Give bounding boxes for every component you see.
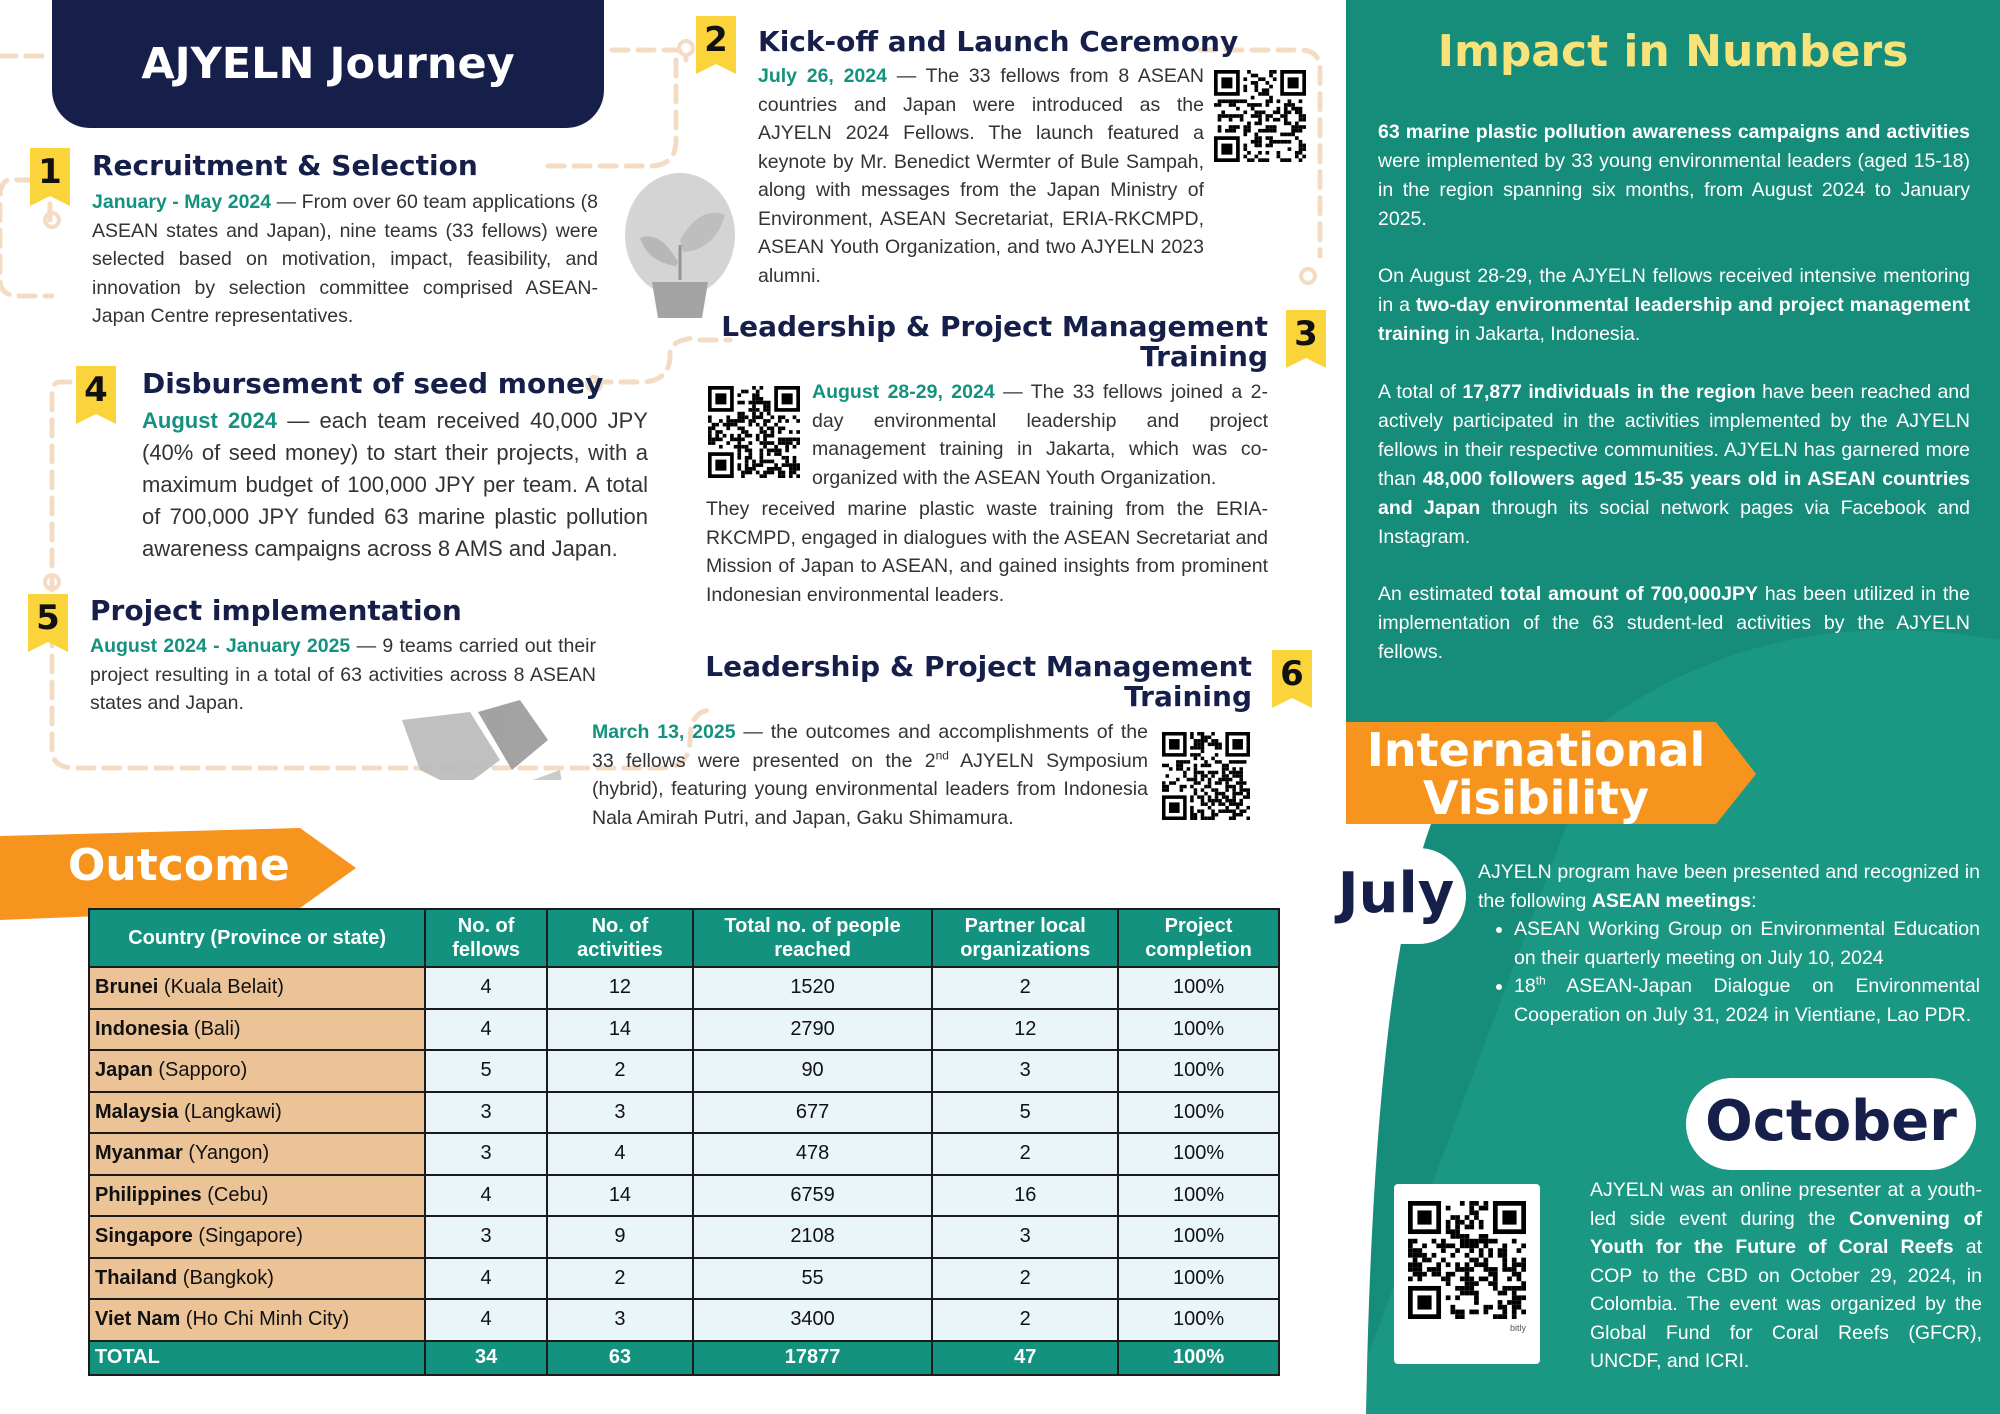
cell-reached: 2790 <box>693 1009 932 1051</box>
cell-country: Thailand (Bangkok) <box>89 1258 425 1300</box>
cell-partners: 5 <box>932 1092 1118 1134</box>
cell-fellows: 4 <box>425 1009 547 1051</box>
step-5-badge: 5 <box>28 594 68 658</box>
step-1-title: Recruitment & Selection <box>92 149 478 182</box>
step-2-qr-code[interactable] <box>1214 70 1306 162</box>
step-5-body: August 2024 - January 2025 — 9 teams carried out their project resulting in a total of 63 activities across 8 ASEAN states and Japan. <box>90 635 597 714</box>
october-text: AJYELN was an online presenter at a youth-led side event during the Convening of Youth for the Future of Coral Reefs at COP to the CBD on October 29, 2024, in Colombia. The event was organized by the Global Fund for Coral Reefs (GFCR), UNCDF, and ICRI. <box>1590 1179 1982 1372</box>
cell-activities: 2 <box>547 1258 693 1300</box>
cell-partners: 2 <box>932 1299 1118 1341</box>
step-2-body: July 26, 2024 — The 33 fellows from 8 ASEAN countries and Japan were introduced as the AJYELN 2024 Fellows. The launch featured a keynote by Mr. Benedict Wermter of Bule Sampah, along with messages from the Japan Ministry of Environment, ASEAN Secretariat, ERIA-RKCMPD, ASEAN Youth Organization, and two AJYELN 2023 alumni. <box>758 65 1204 287</box>
cell-reached: 1520 <box>693 967 932 1009</box>
col-fellows: No. of fellows <box>425 909 547 967</box>
table-row <box>89 1258 1279 1300</box>
step-3-qr-code[interactable] <box>708 386 800 478</box>
cell-fellows: 3 <box>425 1133 547 1175</box>
cell-activities: 12 <box>547 967 693 1009</box>
table-row <box>89 1299 1279 1341</box>
step-5-date: August 2024 - January 2025 <box>90 635 351 657</box>
cell-completion: 100% <box>1118 1216 1279 1258</box>
cell-country: Brunei (Kuala Belait) <box>89 967 425 1009</box>
cell-country: Myanmar (Yangon) <box>89 1133 425 1175</box>
cell-partners: 2 <box>932 1258 1118 1300</box>
july-meeting-list <box>1478 915 1980 1029</box>
list-item: • ASEAN Working Group on Environmental Education on their quarterly meeting on July 10, 2024 <box>1514 915 1980 972</box>
cell-reached: 478 <box>693 1133 932 1175</box>
october-qr-code[interactable] <box>1394 1184 1540 1364</box>
impact-paragraph-4: An estimated total amount of 700,000JPY has been utilized in the implementation of the 63 student-led activities by the AJYELN fellows. <box>1378 583 1971 663</box>
table-row <box>89 1050 1279 1092</box>
cell-reached: 55 <box>693 1258 932 1300</box>
lightbulb-illustration <box>625 173 735 318</box>
cell-fellows: 4 <box>425 967 547 1009</box>
cell-partners: 2 <box>932 967 1118 1009</box>
table-header-row <box>89 909 1279 967</box>
cell-activities: 14 <box>547 1009 693 1051</box>
col-country: Country (Province or state) <box>89 909 425 967</box>
total-reached: 17877 <box>693 1341 932 1375</box>
step-4-body: August 2024 — each team received 40,000 JPY (40% of seed money) to start their projects, with a maximum budget of 100,000 JPY per team. A total of 700,000 JPY funded 63 marine plastic pollution awareness campaigns across 8 AMS and Japan. <box>142 408 648 561</box>
impact-paragraph-1: 63 marine plastic pollution awareness campaigns and activities were implemented by 33 young environmental leaders (aged 15-18) in the region spanning six months, from August 2024 to January 2025. <box>1378 121 1970 230</box>
step-3-title: Leadership & Project Management Training <box>721 310 1268 373</box>
impact-paragraph-3: A total of 17,877 individuals in the region have been reached and actively participated in the activities implemented by the AJYELN fellows in their respective communities. AJYELN has garnered more than 48,000 followers aged 15-35 years old in ASEAN countries and Japan through its social network pages via Facebook and Instagram. <box>1378 381 1970 548</box>
cell-completion: 100% <box>1118 1009 1279 1051</box>
impact-title: Impact in Numbers <box>1437 26 1909 77</box>
qr-code-icon <box>1408 1201 1526 1319</box>
table-row <box>89 967 1279 1009</box>
impact-paragraph-2: On August 28-29, the AJYELN fellows received intensive mentoring in a two-day environmental leadership and project management training in Jakarta, Indonesia. <box>1378 265 1970 345</box>
cell-completion: 100% <box>1118 1092 1279 1134</box>
step-6-date: March 13, 2025 <box>592 721 736 743</box>
table-row <box>89 1216 1279 1258</box>
table-row <box>89 1092 1279 1134</box>
cell-reached: 90 <box>693 1050 932 1092</box>
cell-activities: 4 <box>547 1133 693 1175</box>
col-completion: Project completion <box>1118 909 1279 967</box>
cell-fellows: 3 <box>425 1216 547 1258</box>
cell-activities: 14 <box>547 1175 693 1217</box>
step-6-badge: 6 <box>1272 650 1312 714</box>
total-completion: 100% <box>1118 1341 1279 1375</box>
qr-code-icon <box>708 386 800 478</box>
step-5-title: Project implementation <box>90 594 462 627</box>
step-4-date: August 2024 <box>142 408 277 433</box>
step-1-date: January - May 2024 <box>92 191 272 213</box>
step-6-body: March 13, 2025 — the outcomes and accomplishments of the 33 fellows were presented on the 2nd AJYELN Symposium (hybrid), featuring young environmental leaders from Indonesia Nala Amirah Putri, and Japan, Gaku Shimamura. <box>592 721 1148 829</box>
table-row <box>89 1009 1279 1051</box>
step-3-body-2: They received marine plastic waste training from the ERIA-RKCMPD, engaged in dialogues with the ASEAN Secretariat and Mission of Japan to ASEAN, and gained insights from prominent Indonesian environmental leaders. <box>706 498 1268 606</box>
qr-caption: bitly <box>1509 1323 1526 1333</box>
cell-completion: 100% <box>1118 967 1279 1009</box>
col-partners: Partner local organizations <box>932 909 1118 967</box>
july-label: July <box>1326 848 1466 944</box>
qr-code-icon <box>1162 732 1250 820</box>
cell-activities: 2 <box>547 1050 693 1092</box>
cell-partners: 16 <box>932 1175 1118 1217</box>
table-row <box>89 1133 1279 1175</box>
qr-code-icon <box>1214 70 1306 162</box>
international-visibility-title: International Visibility <box>1366 723 1706 825</box>
total-partners: 47 <box>932 1341 1118 1375</box>
cell-reached: 3400 <box>693 1299 932 1341</box>
step-4-badge: 4 <box>76 366 116 430</box>
list-item: • 18th ASEAN-Japan Dialogue on Environmental Cooperation on July 31, 2024 in Vientiane, Lao PDR. <box>1514 972 1980 1029</box>
cell-fellows: 4 <box>425 1175 547 1217</box>
journey-title: AJYELN Journey <box>52 0 604 128</box>
step-3-body: August 28-29, 2024 — The 33 fellows joined a 2-day environmental leadership and project management training in Jakarta, which was co-organized with the ASEAN Youth Organization. <box>812 381 1268 489</box>
cell-country: Indonesia (Bali) <box>89 1009 425 1051</box>
cell-country: Singapore (Singapore) <box>89 1216 425 1258</box>
step-3-badge: 3 <box>1286 310 1326 374</box>
total-fellows: 34 <box>425 1341 547 1375</box>
step-2-date: July 26, 2024 <box>758 65 887 87</box>
outcome-title: Outcome <box>68 840 290 891</box>
cell-completion: 100% <box>1118 1133 1279 1175</box>
step-6-qr-code[interactable] <box>1162 732 1250 820</box>
cell-partners: 3 <box>932 1216 1118 1258</box>
cell-completion: 100% <box>1118 1258 1279 1300</box>
step-6-title: Leadership & Project Management Training <box>705 650 1252 713</box>
cell-fellows: 5 <box>425 1050 547 1092</box>
cell-completion: 100% <box>1118 1175 1279 1217</box>
october-label: October <box>1686 1078 1976 1170</box>
cell-partners: 3 <box>932 1050 1118 1092</box>
table-body <box>89 967 1279 1375</box>
cell-fellows: 4 <box>425 1299 547 1341</box>
cell-country: Malaysia (Langkawi) <box>89 1092 425 1134</box>
cell-fellows: 3 <box>425 1092 547 1134</box>
step-1-body: January - May 2024 — From over 60 team applications (8 ASEAN states and Japan), nine teams (33 fellows) were selected based on motivation, impact, feasibility, and innovation by selection committee comprised ASEAN-Japan Centre representatives. <box>92 191 598 327</box>
cell-reached: 2108 <box>693 1216 932 1258</box>
step-3-date: August 28-29, 2024 <box>812 381 995 403</box>
step-2-title: Kick-off and Launch Ceremony <box>758 25 1239 58</box>
total-country: TOTAL <box>89 1341 425 1375</box>
step-1-badge: 1 <box>30 148 70 212</box>
col-reached: Total no. of people reached <box>693 909 932 967</box>
cell-activities: 3 <box>547 1299 693 1341</box>
cell-partners: 2 <box>932 1133 1118 1175</box>
cell-completion: 100% <box>1118 1050 1279 1092</box>
cell-completion: 100% <box>1118 1299 1279 1341</box>
table-total-row <box>89 1341 1279 1375</box>
table-row <box>89 1175 1279 1217</box>
outcome-table <box>88 908 1280 1376</box>
step-4-title: Disbursement of seed money <box>142 367 604 400</box>
cell-activities: 9 <box>547 1216 693 1258</box>
cell-reached: 677 <box>693 1092 932 1134</box>
cell-country: Japan (Sapporo) <box>89 1050 425 1092</box>
cell-partners: 12 <box>932 1009 1118 1051</box>
total-activities: 63 <box>547 1341 693 1375</box>
cell-reached: 6759 <box>693 1175 932 1217</box>
cell-country: Viet Nam (Ho Chi Minh City) <box>89 1299 425 1341</box>
july-text: AJYELN program have been presented and recognized in the following ASEAN meetings: • ASEAN Working Group on Environmental Education on their quarterly meeting on July 10, 2024 • 18th ASEAN-Japan Dialogue on Environmental Cooperation on July 31, 2024 in Vientiane, Lao PDR. <box>1478 858 1980 1029</box>
cell-activities: 3 <box>547 1092 693 1134</box>
step-2-badge: 2 <box>696 16 736 80</box>
cell-country: Philippines (Cebu) <box>89 1175 425 1217</box>
cell-fellows: 4 <box>425 1258 547 1300</box>
col-activities: No. of activities <box>547 909 693 967</box>
